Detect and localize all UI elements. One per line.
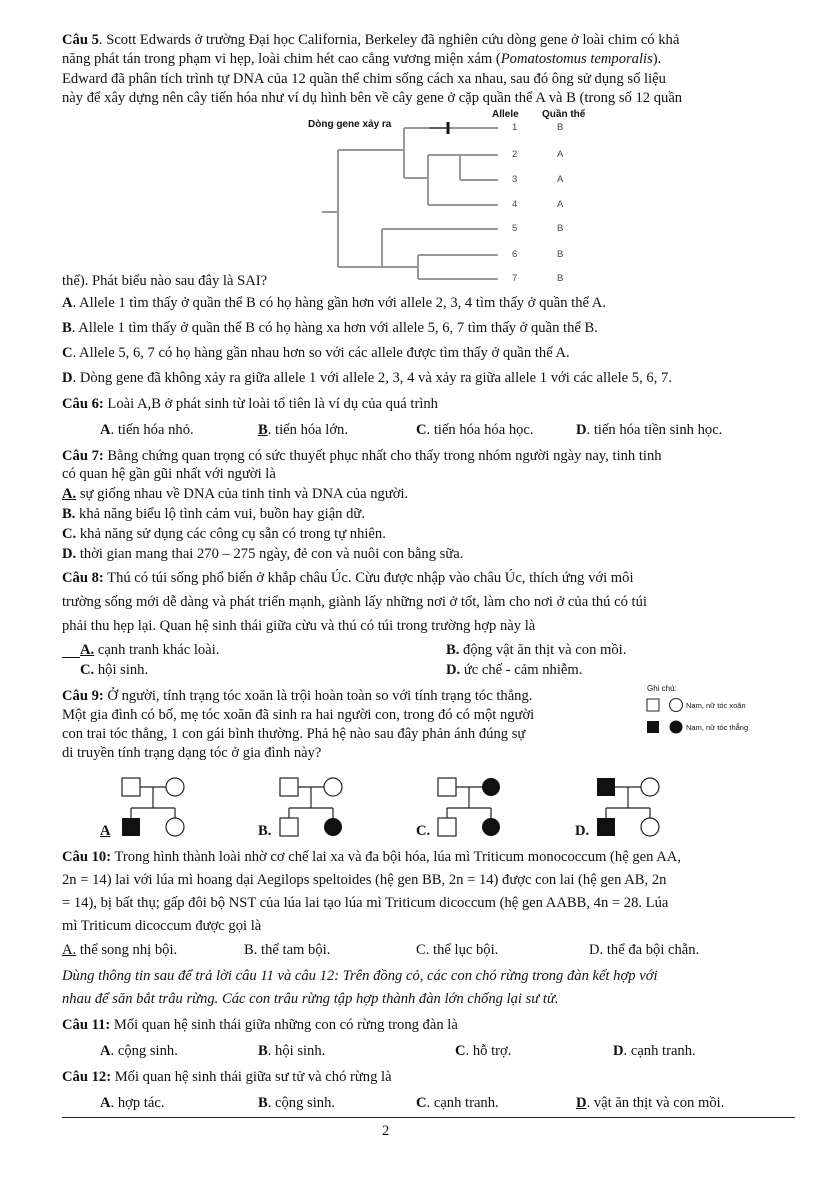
pedigree-a-daughter <box>166 818 184 836</box>
q5-option-c: C. Allele 5, 6, 7 có họ hàng gần nhau hơn so với các allele được tìm thấy ở quần thể A. <box>62 345 570 361</box>
gene-flow-label: Dòng gene xảy ra <box>308 119 392 130</box>
allele-3: 3 <box>512 174 518 185</box>
q8-line3: phải thu hẹp lại. Quan hệ sinh thái giữa cừu và thú có túi trong trường hợp này là <box>62 618 536 634</box>
q5-line5: thể). Phát biểu nào sau đây là SAI? <box>62 273 268 289</box>
q5-option-d: D. Dòng gene đã không xảy ra giữa allele 1 với allele 2, 3, 4 và xảy ra giữa allele 1 với các allele 5, 6, 7. <box>62 370 672 386</box>
pedigree-c-mother <box>482 778 500 796</box>
q7-option-b: B. khả năng biểu lộ tình cảm vui, buồn hay giận dữ. <box>62 506 365 522</box>
q10-option-a: A. thể song nhị bội. <box>62 942 178 958</box>
col-pop-header: Quần thể <box>542 109 586 120</box>
legend-female-curly <box>670 699 683 712</box>
q5-label: Câu 5 <box>62 32 99 48</box>
legend-male-curly <box>647 699 659 711</box>
q5-line2: năng phát tán trong phạm vi hẹp, loài chim hét cao cẳng vương miện xám (Pomatostomus temporalis). <box>62 51 662 67</box>
q8-option-a: A. cạnh tranh khác loài. <box>80 642 220 658</box>
pedigree-b-label: B. <box>258 823 272 839</box>
q9-line2: Một gia đình có bố, mẹ tóc xoăn đã sinh ra hai người con, trong đó có một người <box>62 707 535 723</box>
pedigree-c-label: C. <box>416 823 431 839</box>
q9-line3: con trai tóc thẳng, 1 con gái bình thường. Phả hệ nào sau đây phản ánh đúng sự <box>62 726 526 742</box>
q6-option-c: C. tiến hóa hóa học. <box>416 422 534 438</box>
pedigree-b-father <box>280 778 298 796</box>
q5-line3: Edward đã phân tích trình tự DNA của 12 quần thể chim sống cách xa nhau, sau đó ông sử dụng số liệu <box>62 71 666 87</box>
q7-line2: có quan hệ gần gũi nhất với người là <box>62 466 276 482</box>
species-name: Pomatostomus temporalis <box>500 51 653 67</box>
gene-tree-svg <box>300 108 600 288</box>
q10-option-c: C. thể lục bội. <box>416 942 499 958</box>
q7-option-c: C. khả năng sử dụng các công cụ sẵn có trong tự nhiên. <box>62 526 386 542</box>
pedigree-a <box>114 776 224 838</box>
pop-4: A <box>557 199 564 210</box>
q5-option-a: A. Allele 1 tìm thấy ở quần thể B có họ hàng gần hơn với allele 2, 3, 4 tìm thấy ở quần thể A. <box>62 295 606 311</box>
q8-line2: trường sống mới dễ dàng và phát triển mạnh, giành lấy những nơi ở tốt, làm cho nơi ở của thú có túi <box>62 594 647 610</box>
q8-line1: Câu 8: Thú có túi sống phổ biến ở khắp châu Úc. Cừu được nhập vào châu Úc, thích ứng với môi <box>62 570 634 586</box>
q8-option-c: C. hội sinh. <box>80 662 149 678</box>
pedigree-d-label: D. <box>575 823 590 839</box>
q6-question: Câu 6: Loài A,B ở phát sinh từ loài tổ tiên là ví dụ của quá trình <box>62 396 438 412</box>
allele-6: 6 <box>512 249 518 260</box>
q12-option-d: D. vật ăn thịt và con mồi. <box>576 1095 725 1111</box>
q10-line4: mì Triticum dicoccum được gọi là <box>62 918 262 934</box>
q9-line4: di truyền tính trạng dạng tóc ở gia đình này? <box>62 745 322 761</box>
pedigree-b-daughter <box>324 818 342 836</box>
pop-1: B <box>557 122 564 133</box>
pedigree-c-son <box>438 818 456 836</box>
pedigree-c-daughter <box>482 818 500 836</box>
legend-male-straight <box>647 721 659 733</box>
q6-option-b: B. tiến hóa lớn. <box>258 422 348 438</box>
footer-rule <box>62 1117 795 1118</box>
pedigree-a-father <box>122 778 140 796</box>
q10-line3: = 14), bị bất thụ; gấp đôi bộ NST của lúa lai tạo lúa mì Triticum dicoccum (hệ gen AABB, 4n = 28. Lúa <box>62 895 669 911</box>
allele-1: 1 <box>512 122 518 133</box>
q6-option-d: D. tiến hóa tiền sinh học. <box>576 422 723 438</box>
q7-option-a: A. sự giống nhau về DNA của tinh tinh và DNA của người. <box>62 486 409 502</box>
pedigree-d-daughter <box>641 818 659 836</box>
allele-5: 5 <box>512 223 518 234</box>
legend-title: Ghi chú: <box>647 684 677 693</box>
legend-straight-label: Nam, nữ tóc thẳng <box>686 723 749 732</box>
q8-a-underline <box>62 657 80 658</box>
pedigree-d <box>589 776 699 838</box>
q10-option-b: B. thể tam bội. <box>244 942 331 958</box>
pedigree-c-father <box>438 778 456 796</box>
q12-question: Câu 12: Mối quan hệ sinh thái giữa sư tử và chó rừng là <box>62 1069 392 1085</box>
pedigree-c <box>430 776 540 838</box>
q11-option-d: D. cạnh tranh. <box>613 1043 696 1059</box>
q11-option-c: C. hỗ trợ. <box>455 1043 512 1059</box>
q8-option-b: B. động vật ăn thịt và con mồi. <box>446 642 627 658</box>
pedigree-a-label: A <box>100 823 111 839</box>
pedigree-d-father <box>597 778 615 796</box>
q12-option-c: C. cạnh tranh. <box>416 1095 499 1111</box>
allele-2: 2 <box>512 149 518 160</box>
col-allele-header: Allele <box>492 109 519 120</box>
q11-option-a: A. cộng sinh. <box>100 1043 178 1059</box>
q10-line2: 2n = 14) lai với lúa mì hoang dại Aegilops speltoides (hệ gen BB, 2n = 14) được con lai (hệ gen AB, 2n <box>62 872 667 888</box>
q8-option-d: D. ức chế - cảm nhiễm. <box>446 662 583 678</box>
pedigree-d-mother <box>641 778 659 796</box>
intro-line1: Dùng thông tin sau để trả lời câu 11 và câu 12: Trên đồng cỏ, các con chó rừng trong đàn kết hợp với <box>62 968 658 984</box>
pop-3: A <box>557 174 564 185</box>
pedigree-b-son <box>280 818 298 836</box>
q12-option-a: A. hợp tác. <box>100 1095 165 1111</box>
allele-4: 4 <box>512 199 518 210</box>
pedigree-a-mother <box>166 778 184 796</box>
page-number: 2 <box>382 1123 390 1139</box>
q7-option-d: D. thời gian mang thai 270 – 275 ngày, đẻ con và nuôi con bằng sữa. <box>62 546 464 562</box>
pop-2: A <box>557 149 564 160</box>
pop-7: B <box>557 273 564 284</box>
allele-7: 7 <box>512 273 518 284</box>
q5-line4: này để xây dựng nên cây tiến hóa như ví dụ hình bên về cây gene ở cặp quần thể A và B (trong số 12 quần <box>62 90 683 106</box>
pedigree-d-son <box>597 818 615 836</box>
q10-line1: Câu 10: Trong hình thành loài nhờ cơ chế lai xa và đa bội hóa, lúa mì Triticum monococcum (hệ gen AA, <box>62 849 681 865</box>
intro-line2: nhau để săn bắt trâu rừng. Các con trâu rừng tập hợp thành đàn lớn chống lại sư tử. <box>62 991 559 1007</box>
legend-female-straight <box>670 721 683 734</box>
q5-line1: Câu 5. Scott Edwards ở trường Đại học California, Berkeley đã nghiên cứu dòng gene ở loài chim có khả <box>62 32 680 48</box>
pedigree-a-son <box>122 818 140 836</box>
q7-line1: Câu 7: Bằng chứng quan trọng có sức thuyết phục nhất cho thấy trong nhóm người ngày nay, tinh tinh <box>62 448 662 464</box>
legend-curly-label: Nam, nữ tóc xoăn <box>686 701 746 710</box>
q5-option-b: B. Allele 1 tìm thấy ở quần thể B có họ hàng xa hơn với allele 5, 6, 7 tìm thấy ở quần thể B. <box>62 320 598 336</box>
pop-5: B <box>557 223 564 234</box>
pedigree-b-mother <box>324 778 342 796</box>
q11-option-b: B. hội sinh. <box>258 1043 326 1059</box>
q6-option-a: A. tiến hóa nhỏ. <box>100 422 194 438</box>
q9-line1: Câu 9: Ở người, tính trạng tóc xoăn là trội hoàn toàn so với tính trạng tóc thẳng. <box>62 688 533 704</box>
pedigree-b <box>272 776 382 838</box>
q11-question: Câu 11: Mối quan hệ sinh thái giữa những con có rừng trong đàn là <box>62 1017 458 1033</box>
pop-6: B <box>557 249 564 260</box>
q12-option-b: B. cộng sinh. <box>258 1095 336 1111</box>
q10-option-d: D. thể đa bội chẵn. <box>589 942 700 958</box>
